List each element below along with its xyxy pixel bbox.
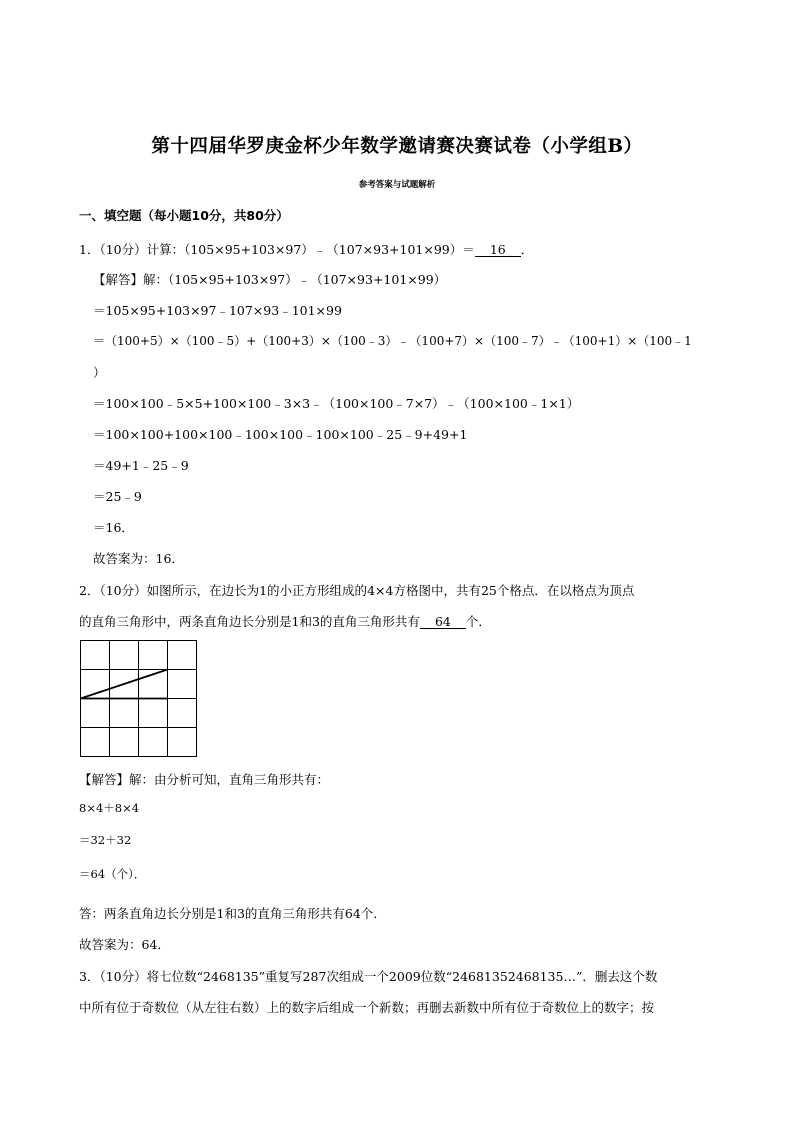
triangle-hypotenuse xyxy=(81,670,168,699)
q1-step-5: ＝49+1﹣25﹣9 xyxy=(93,458,189,473)
q2-stem-suffix: 个． xyxy=(465,614,491,629)
q1-step-2: ＝（100+5）×（100﹣5）+（100+3）×（100﹣3）﹣（100+7）×（100﹣7）﹣（100+1）×（100﹣1 xyxy=(93,334,692,348)
q2-stem-prefix: 的直角三角形中，两条直角边长分别是1和3的直角三角形共有 xyxy=(79,614,420,629)
q1-stem-prefix: 1．（10分）计算：（105×95+103×97）﹣（107×93+101×99）＝ xyxy=(79,242,475,257)
q1-solution-intro: 【解答】解：（105×95+103×97）﹣（107×93+101×99） xyxy=(93,272,447,287)
q2-expr-2: ＝32＋32 xyxy=(79,833,132,847)
q2-expr-1: 8×4＋8×4 xyxy=(79,801,140,815)
q1-final-answer: 故答案为：16． xyxy=(93,551,184,566)
page-title: 第十四届华罗庚金杯少年数学邀请赛决赛试卷（小学组B） xyxy=(151,136,643,157)
q2-final-answer: 故答案为：64． xyxy=(79,937,170,952)
q2-stem-line-2 xyxy=(79,612,491,630)
q1-step-1: ＝105×95+103×97﹣107×93﹣101×99 xyxy=(93,303,342,318)
q2-answer-blank: 64 xyxy=(420,615,466,629)
q2-stem-line-1: 2．（10分）如图所示，在边长为1的小正方形组成的4×4方格图中，共有25个格点．在以格点为顶点 xyxy=(79,583,635,598)
q1-step-3: ＝100×100﹣5×5+100×100﹣3×3﹣（100×100﹣7×7）﹣（100×100﹣1×1） xyxy=(93,396,580,411)
q2-solution-intro: 【解答】解：由分析可知，直角三角形共有： xyxy=(79,772,330,787)
page-subtitle: 参考答案与试题解析 xyxy=(358,180,436,190)
q3-stem-line-2: 中所有位于奇数位（从左往右数）上的数字后组成一个新数；再删去新数中所有位于奇数位上的数字；按 xyxy=(79,1000,655,1015)
section-heading: 一、填空题（每小题10分，共80分） xyxy=(79,208,289,223)
q1-step-4: ＝100×100+100×100﹣100×100﹣100×100﹣25﹣9+49+1 xyxy=(93,427,468,442)
grid-figure-svg xyxy=(80,640,198,758)
q1-step-7: ＝16． xyxy=(93,520,134,535)
grid-figure xyxy=(80,640,198,758)
q1-stem-suffix: ． xyxy=(520,242,534,257)
q1-step-6: ＝25﹣9 xyxy=(93,489,142,504)
q1-step-2-cont: ） xyxy=(93,365,106,380)
q3-stem-line-1: 3．（10分）将七位数“2468135”重复写287次组成一个2009位数“24681352468135…”．删去这个数 xyxy=(79,969,658,984)
q1-answer-blank: 16 xyxy=(475,243,521,257)
q1-stem xyxy=(79,240,533,258)
q2-conclusion: 答：两条直角边长分别是1和3的直角三角形共有64个． xyxy=(79,906,386,921)
q2-expr-3: ＝64（个）． xyxy=(79,867,146,881)
